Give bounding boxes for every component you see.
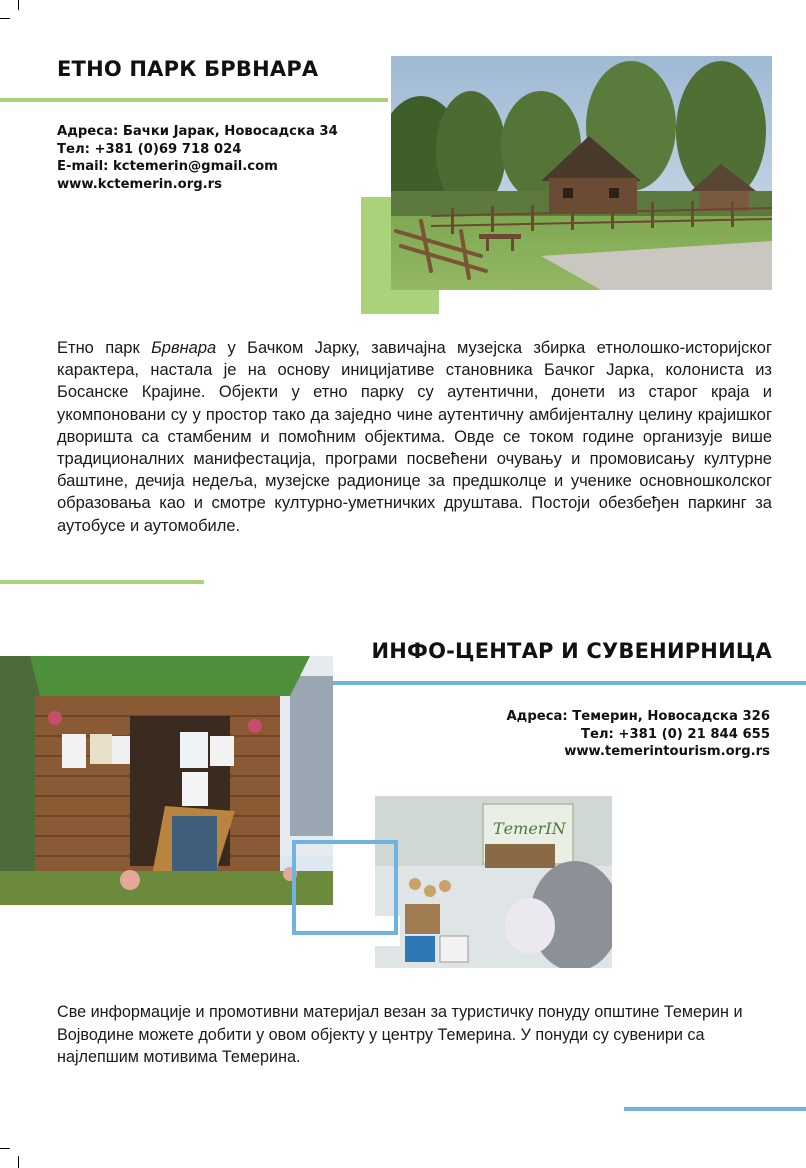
- kiosk-illustration: [0, 656, 333, 905]
- description-text: у Бачком Јарку, завичајна музејска збирка етнолошко-историјског карактера, настала је на основу иницијативе становника Бачког Јарка, колониста из Босанске Крајине. Објекти у етно парку су аутентични, донети из старог краја и укомпоновани су у простор тако да заједно чине аутентичну амбијенталну целину крајишког дворишта са стамбеним и помоћним објектима. Овде се током године организује више традиционалних манифестација, програми посвећени очувању и промовисању културне баштине, дечија недеља, музејске радионице за предшколце и ученике основношколског образовања као и смотре културно-уметничких друштава. Постоји обезбеђен паркинг за аутобусе и аутомобиле.: [57, 339, 772, 535]
- phone-text: Тел: +381 (0) 21 844 655: [580, 726, 770, 742]
- souvenir-illustration: [375, 796, 612, 968]
- souvenir-label: ТemerIN: [493, 819, 566, 838]
- website-text: www.temerintourism.org.rs: [564, 744, 770, 759]
- contact-block-etno: [57, 123, 338, 193]
- crop-mark: [18, 1156, 19, 1168]
- description-text: Етно парк: [57, 339, 152, 357]
- etno-park-illustration: [391, 56, 772, 290]
- info-center-photo: [0, 656, 333, 905]
- souvenir-photo: [375, 796, 612, 968]
- green-accent-bar: [0, 98, 388, 102]
- email-text: E-mail: kctemerin@gmail.com: [57, 159, 278, 174]
- etno-park-photo: [391, 56, 772, 290]
- address-text: Адреса: Темерин, Новосадска 326: [506, 709, 770, 724]
- section-title-info-center: ИНФО-ЦЕНТАР И СУВЕНИРНИЦА: [371, 639, 772, 663]
- address-text: Адреса: Бачки Јарак, Новосадска 34: [57, 124, 338, 139]
- crop-mark: [0, 1148, 10, 1149]
- crop-mark: [0, 18, 10, 19]
- blue-accent-bar: [292, 681, 806, 685]
- blue-divider-bar: [624, 1107, 806, 1111]
- etno-park-description: [57, 337, 772, 537]
- green-divider-bar: [0, 580, 204, 584]
- contact-block-info: [506, 708, 770, 761]
- website-text: www.kctemerin.org.rs: [57, 176, 223, 192]
- section-title-etno-park: ЕТНО ПАРК БРВНАРА: [57, 57, 319, 81]
- info-center-description: Све информације и промотивни материјал везан за туристичку понуду општине Темерин и Војводине можете добити у овом објекту у центру Темерина. У понуди су сувенири са најлепшим мотивима Темерина.: [57, 1003, 743, 1066]
- emphasis-brvnara: Брвнара: [151, 339, 217, 357]
- phone-text: Тел: +381 (0)69 718 024: [57, 141, 242, 157]
- blue-decor-outline: [292, 840, 398, 935]
- crop-mark: [18, 0, 19, 10]
